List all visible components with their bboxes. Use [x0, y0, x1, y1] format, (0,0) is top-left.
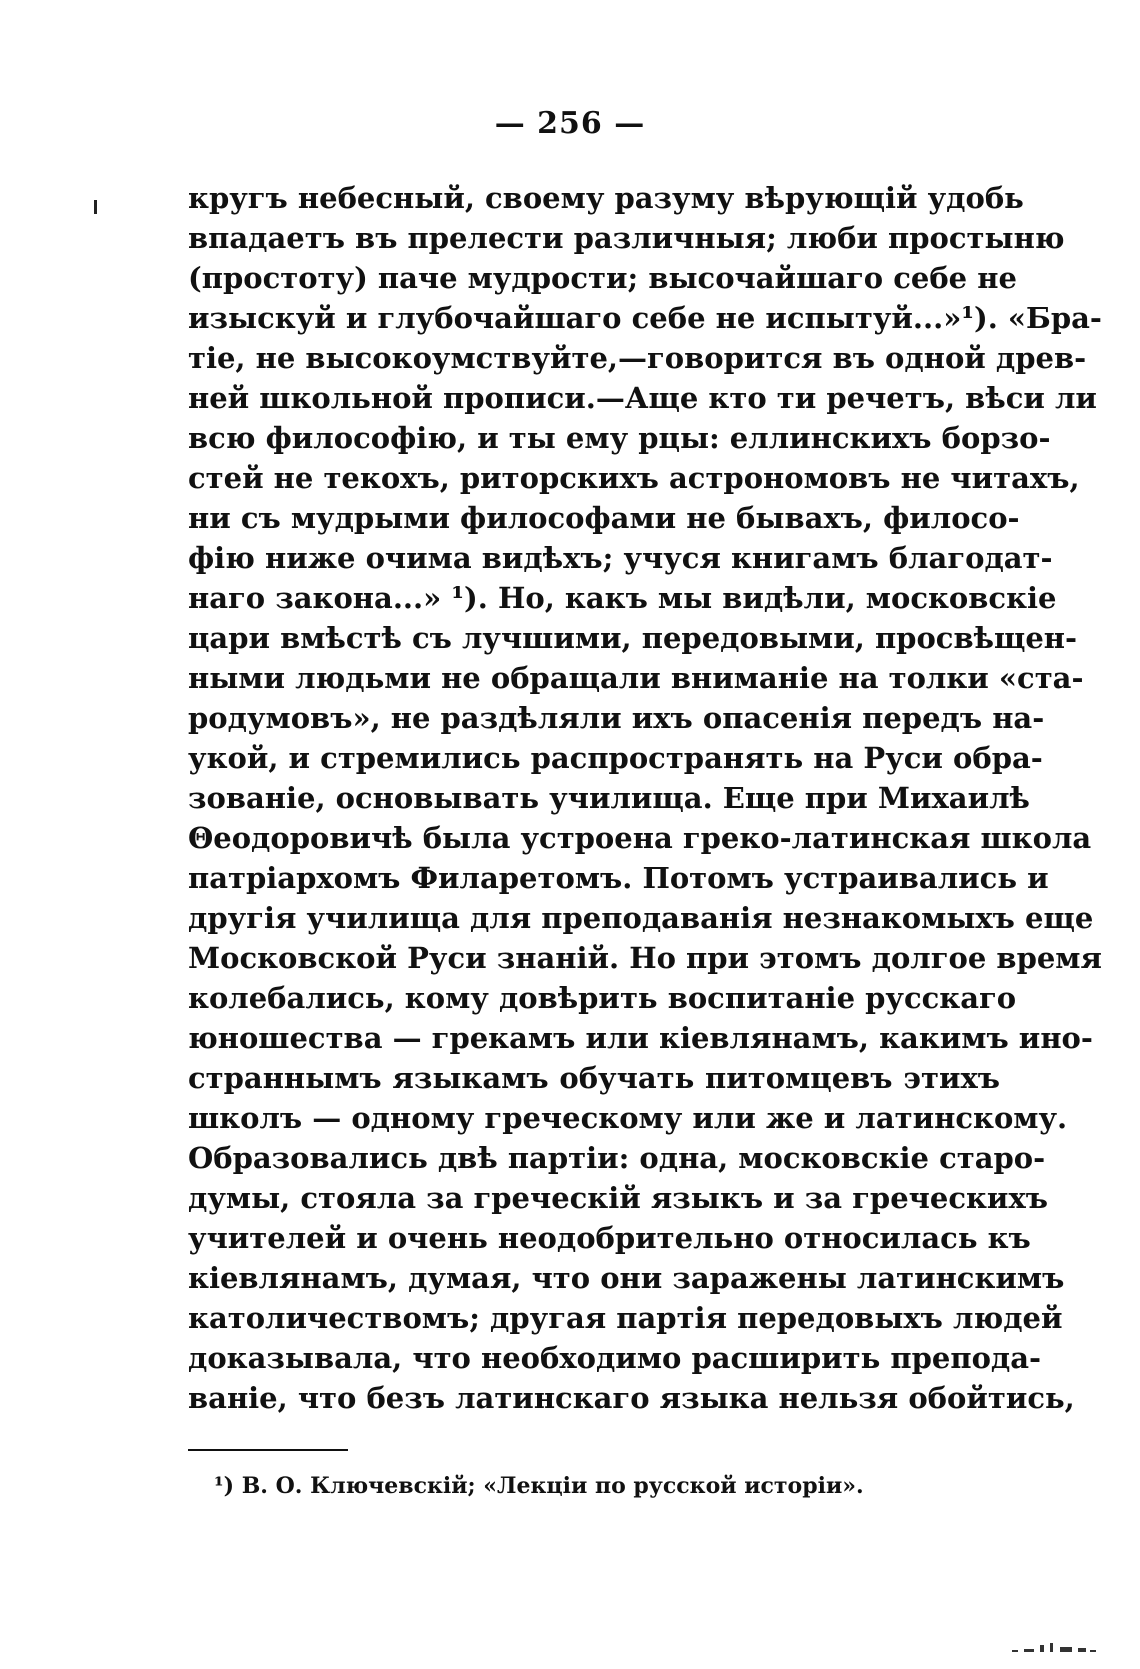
text-line: Московской Руси знаній. Но при этомъ долгое время: [188, 941, 1102, 975]
text-line: другія училища для преподаванія незнакомыхъ еще: [188, 901, 1094, 935]
text-line: кругъ небесный, своему разуму вѣрующій удобь: [188, 181, 1024, 215]
text-line: стей не текохъ, риторскихъ астрономовъ не читахъ,: [188, 461, 1080, 495]
text-line: ни съ мудрыми философами не бывахъ, филосо-: [188, 501, 1020, 535]
text-line: колебались, кому довѣрить воспитаніе русскаго: [188, 981, 1017, 1015]
text-line: юношества — грекамъ или кіевлянамъ, какимъ ино-: [188, 1021, 1093, 1055]
text-line: цари вмѣстѣ съ лучшими, передовыми, просвѣщен-: [188, 621, 1078, 655]
text-line: фію ниже очима видѣхъ; учуся книгамъ благодат-: [188, 541, 1053, 575]
text-line: зованіе, основывать училища. Еще при Михаилѣ: [188, 781, 1030, 815]
text-line: изыскуй и глубочайшаго себе не испытуй...»¹). «Бра-: [188, 301, 1102, 335]
text-line: ваніе, что безъ латинскаго языка нельзя обойтись,: [188, 1381, 1075, 1415]
text-line: страннымъ языкамъ обучать питомцевъ этихъ: [188, 1061, 1000, 1095]
body-text: [188, 178, 1102, 1418]
text-line: учителей и очень неодобрительно относилась къ: [188, 1221, 1031, 1255]
text-line: ными людьми не обращали вниманіе на толки «ста-: [188, 661, 1084, 695]
text-line: ней школьной прописи.—Аще кто ти речетъ, вѣси ли: [188, 381, 1097, 415]
text-line: укой, и стремились распространять на Руси обра-: [188, 741, 1043, 775]
text-line: наго закона...» ¹). Но, какъ мы видѣли, московскіе: [188, 581, 1057, 615]
text-line: доказывала, что необходимо расширить препода-: [188, 1341, 1042, 1375]
text-line: тіе, не высокоумствуйте,—говорится въ одной древ-: [188, 341, 1087, 375]
page-number: — 256 —: [494, 106, 646, 141]
text-line: всю философію, и ты ему рцы: еллинскихъ борзо-: [188, 421, 1051, 455]
text-line: Образовались двѣ партіи: одна, московскіе старо-: [188, 1141, 1046, 1175]
footnote: ¹) В. О. Ключевскій; «Лекціи по русской исторіи».: [214, 1473, 864, 1499]
text-line: школъ — одному греческому или же и латинскому.: [188, 1101, 1068, 1135]
text-line: кіевлянамъ, думая, что они заражены латинскимъ: [188, 1261, 1065, 1295]
text-line: (простоту) паче мудрости; высочайшаго себе не: [188, 261, 1017, 295]
text-line: Θеодоровичѣ была устроена греко-латинская школа: [188, 821, 1092, 855]
margin-mark: [94, 200, 97, 214]
corner-smudge: [1010, 1639, 1100, 1655]
text-line: католичествомъ; другая партія передовыхъ людей: [188, 1301, 1063, 1335]
footnote-rule: [188, 1449, 348, 1451]
text-line: родумовъ», не раздѣляли ихъ опасенія передъ на-: [188, 701, 1045, 735]
text-line: впадаетъ въ прелести различныя; люби простыню: [188, 221, 1065, 255]
text-line: думы, стояла за греческій языкъ и за греческихъ: [188, 1181, 1048, 1215]
text-line: патріархомъ Филаретомъ. Потомъ устраивались и: [188, 861, 1049, 895]
